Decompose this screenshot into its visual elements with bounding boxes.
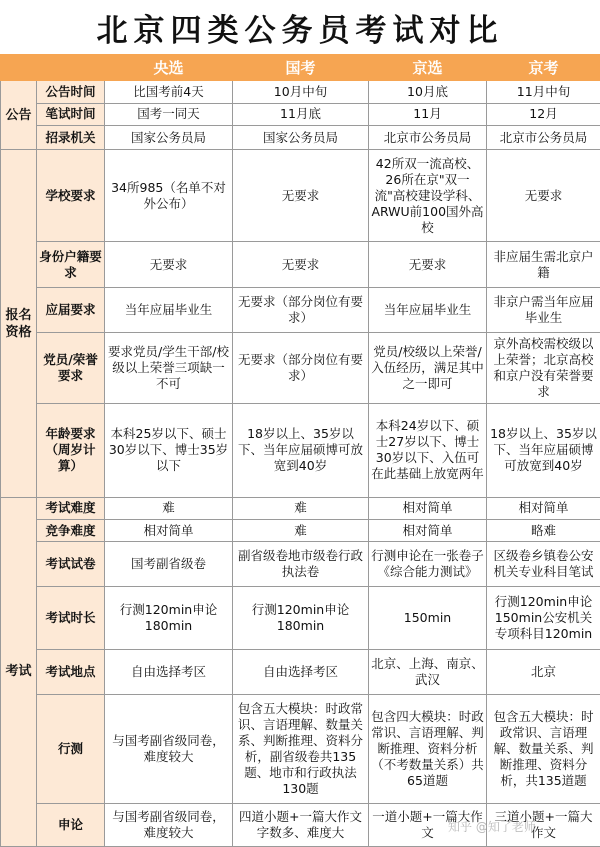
table-cell: 11月中旬 [487, 81, 600, 103]
table-cell: 无要求（部分岗位有要求） [233, 288, 369, 333]
table-row [1, 404, 600, 497]
table-cell: 当年应届毕业生 [105, 288, 233, 333]
table-cell: 行测120min申论180min [105, 586, 233, 649]
table-cell: 相对简单 [105, 519, 233, 541]
table-row [1, 150, 600, 241]
table-cell: 北京市公务员局 [487, 126, 600, 150]
table-cell: 无要求 [233, 241, 369, 288]
table-cell: 北京市公务员局 [369, 126, 487, 150]
table-cell: 包含五大模块：时政常识、言语理解、数量关系、判断推理、资料分析，副省级卷共135题、地市和行政执法130题 [233, 694, 369, 804]
table-cell: 当年应届毕业生 [369, 288, 487, 333]
table-cell: 自由选择考区 [105, 649, 233, 694]
table-row [1, 333, 600, 404]
table-cell: 包含五大模块：时政常识、言语理解、数量关系、判断推理、资料分析，共135道题 [487, 694, 600, 804]
category-qualification: 报名资格 [1, 150, 37, 497]
table-cell: 11月 [369, 103, 487, 125]
field-label: 竞争难度 [37, 519, 105, 541]
table-row [1, 241, 600, 288]
table-cell: 18岁以上、35岁以下、当年应届硕博可放宽到40岁 [233, 404, 369, 497]
table-cell: 无要求 [369, 241, 487, 288]
comparison-table [0, 54, 600, 847]
table-cell: 本科25岁以下、硕士30岁以下、博士35岁以下 [105, 404, 233, 497]
field-label: 笔试时间 [37, 103, 105, 125]
field-label: 申论 [37, 804, 105, 847]
header-corner-field [37, 55, 105, 81]
field-label: 考试时长 [37, 586, 105, 649]
column-header-jingkao: 京考 [487, 55, 600, 81]
table-row [1, 497, 600, 519]
table-cell: 三道小题+一篇大作文 [487, 804, 600, 847]
table-row [1, 519, 600, 541]
table-cell: 11月底 [233, 103, 369, 125]
table-row [1, 81, 600, 103]
column-header-yangxuan: 央选 [105, 55, 233, 81]
table-row [1, 804, 600, 847]
table-cell: 国家公务员局 [105, 126, 233, 150]
table-cell: 京外高校需校级以上荣誉；北京高校和京户没有荣誉要求 [487, 333, 600, 404]
table-cell: 自由选择考区 [233, 649, 369, 694]
table-row [1, 103, 600, 125]
table-row [1, 586, 600, 649]
table-row [1, 126, 600, 150]
table-cell: 非京户需当年应届毕业生 [487, 288, 600, 333]
table-cell: 本科24岁以下、硕士27岁以下、博士30岁以下、入伍可在此基础上放宽两年 [369, 404, 487, 497]
watermark: 知乎 @知了老师 [448, 820, 536, 834]
field-label: 学校要求 [37, 150, 105, 241]
table-cell: 12月 [487, 103, 600, 125]
table-row [1, 694, 600, 804]
table-cell: 34所985（名单不对外公布） [105, 150, 233, 241]
column-header-guokao: 国考 [233, 55, 369, 81]
field-label: 考试试卷 [37, 542, 105, 587]
field-label: 应届要求 [37, 288, 105, 333]
table-cell: 难 [233, 497, 369, 519]
table-cell: 北京、上海、南京、武汉 [369, 649, 487, 694]
table-cell: 四道小题+一篇大作文字数多、难度大 [233, 804, 369, 847]
table-cell: 10月中旬 [233, 81, 369, 103]
table-cell: 包含四大模块：时政常识、言语理解、判断推理、资料分析（不考数量关系）共65道题 [369, 694, 487, 804]
table-cell: 国考副省级卷 [105, 542, 233, 587]
header-row [1, 55, 600, 81]
table-cell: 副省级卷地市级卷行政执法卷 [233, 542, 369, 587]
page-title: 北京四类公务员考试对比 [96, 12, 504, 49]
table-cell: 无要求 [233, 150, 369, 241]
category-announcement: 公告 [1, 81, 37, 150]
table-cell: 非应届生需北京户籍 [487, 241, 600, 288]
table-cell: 国考一同天 [105, 103, 233, 125]
table-cell: 行测120min申论180min [233, 586, 369, 649]
table-cell: 难 [105, 497, 233, 519]
table-cell: 区级卷乡镇卷公安机关专业科目笔试 [487, 542, 600, 587]
table-cell: 42所双一流高校、26所在京"双一流"高校建设学科、ARWU前100国外高校 [369, 150, 487, 241]
field-label: 公告时间 [37, 81, 105, 103]
table-cell: 无要求 [487, 150, 600, 241]
table-row [1, 288, 600, 333]
field-label: 行测 [37, 694, 105, 804]
table-cell: 相对简单 [369, 519, 487, 541]
table-row [1, 649, 600, 694]
field-label: 党员/荣誉要求 [37, 333, 105, 404]
table-cell: 与国考副省级同卷，难度较大 [105, 804, 233, 847]
table-cell: 无要求 [105, 241, 233, 288]
table-cell: 150min [369, 586, 487, 649]
table-cell: 18岁以上、35岁以下、当年应届硕博可放宽到40岁 [487, 404, 600, 497]
category-exam: 考试 [1, 497, 37, 846]
table-cell: 行测申论在一张卷子《综合能力测试》 [369, 542, 487, 587]
header-corner [1, 55, 37, 81]
table-cell: 要求党员/学生干部/校级以上荣誉三项缺一不可 [105, 333, 233, 404]
table-cell: 无要求（部分岗位有要求） [233, 333, 369, 404]
table-cell: 比国考前4天 [105, 81, 233, 103]
field-label: 身份户籍要求 [37, 241, 105, 288]
page-title-bar [0, 0, 600, 54]
field-label: 考试难度 [37, 497, 105, 519]
table-cell: 国家公务员局 [233, 126, 369, 150]
table-cell: 北京 [487, 649, 600, 694]
table-cell: 与国考副省级同卷，难度较大 [105, 694, 233, 804]
table-cell: 党员/校级以上荣誉/入伍经历，满足其中之一即可 [369, 333, 487, 404]
table-cell: 行测120min申论150min公安机关专项科目120min [487, 586, 600, 649]
table-row [1, 542, 600, 587]
table-cell: 10月底 [369, 81, 487, 103]
field-label: 招录机关 [37, 126, 105, 150]
table-cell: 难 [233, 519, 369, 541]
column-header-jingxuan: 京选 [369, 55, 487, 81]
table-cell: 略难 [487, 519, 600, 541]
table-cell: 一道小题+一篇大作文 [369, 804, 487, 847]
field-label: 考试地点 [37, 649, 105, 694]
field-label: 年龄要求（周岁计算） [37, 404, 105, 497]
table-cell: 相对简单 [487, 497, 600, 519]
table-cell: 相对简单 [369, 497, 487, 519]
